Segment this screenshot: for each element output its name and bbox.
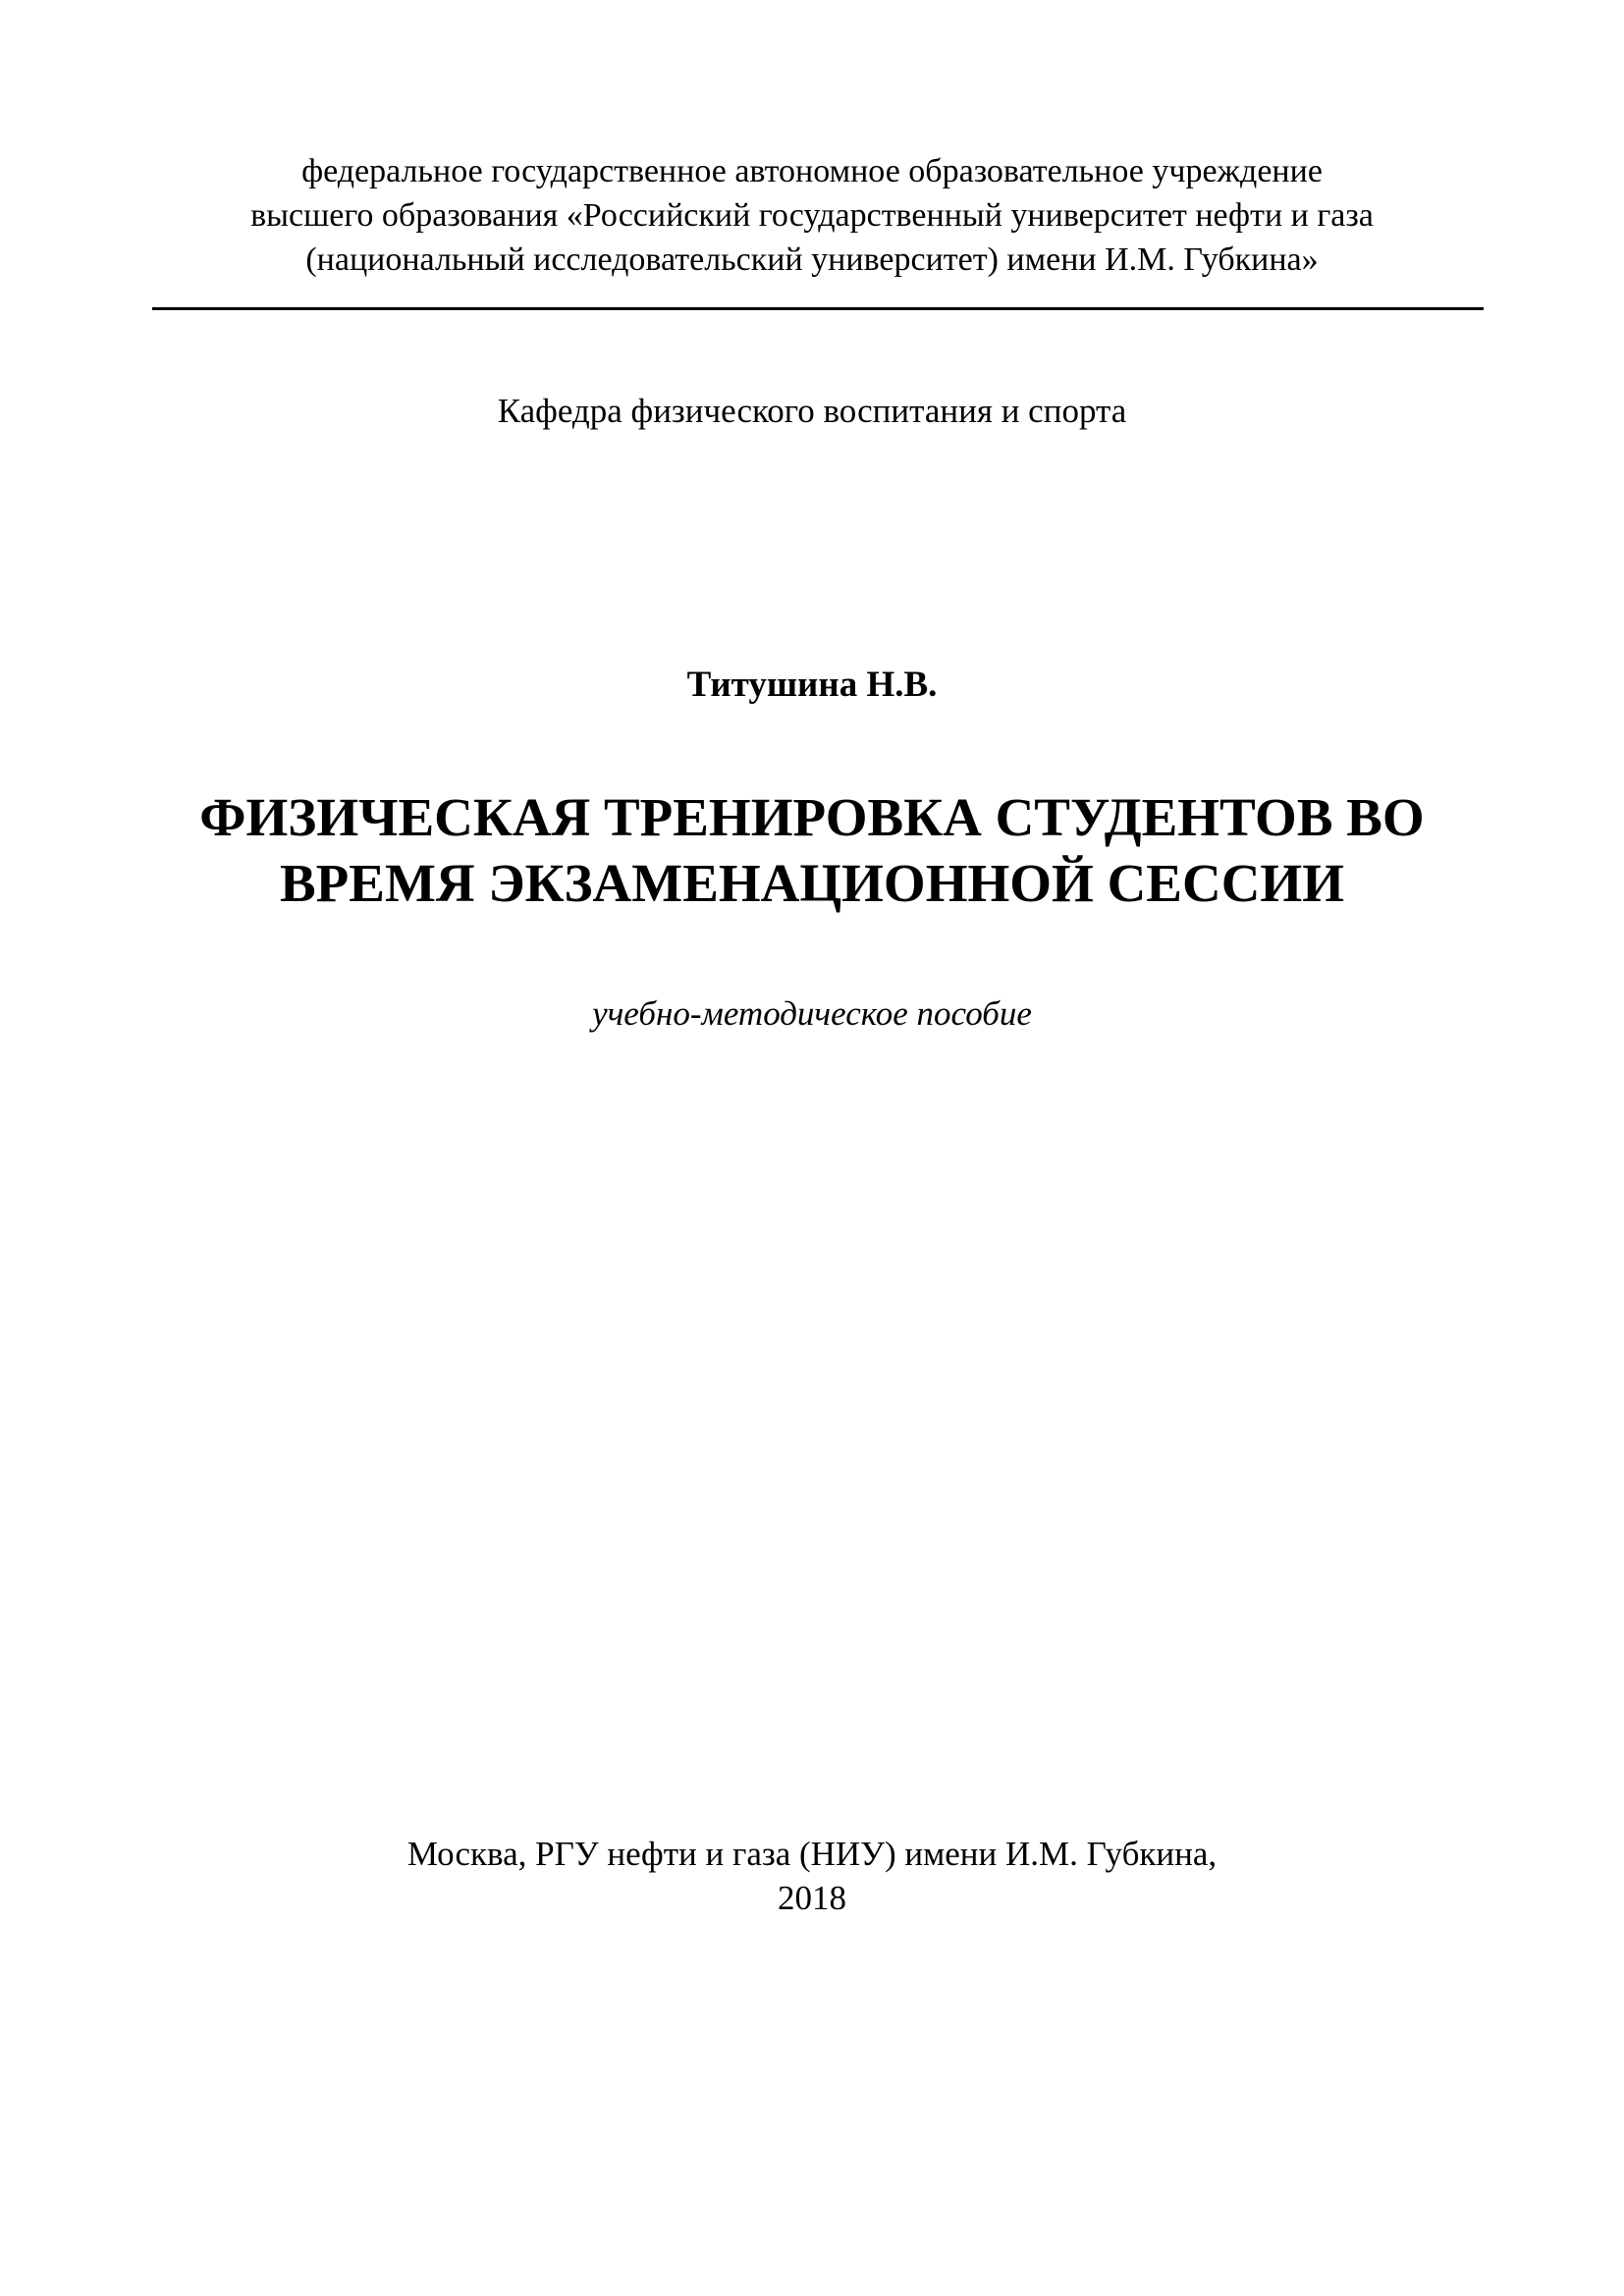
header-divider (152, 307, 1484, 310)
imprint (0, 1832, 1624, 1920)
institution-line-3: (национальный исследовательский университет) имени И.М. Губкина» (305, 241, 1319, 278)
imprint-place-publisher: Москва, РГУ нефти и газа (НИУ) имени И.М. Губкина, (406, 1835, 1218, 1873)
imprint-year: 2018 (778, 1879, 846, 1917)
department-name: Кафедра физического воспитания и спорта (497, 392, 1127, 430)
document-type: учебно-методическое пособие (592, 994, 1032, 1033)
document-title (0, 784, 1624, 916)
institution-header (0, 149, 1624, 282)
title-line-2: ВРЕМЯ ЭКЗАМЕНАЦИОННОЙ СЕССИИ (280, 853, 1344, 913)
institution-line-2: высшего образования «Российский государственный университет нефти и газа (250, 197, 1374, 234)
author-name: Титушина Н.В. (686, 665, 938, 705)
title-line-1: ФИЗИЧЕСКАЯ ТРЕНИРОВКА СТУДЕНТОВ ВО (199, 787, 1425, 847)
institution-line-1: федеральное государственное автономное образовательное учреждение (301, 153, 1323, 189)
